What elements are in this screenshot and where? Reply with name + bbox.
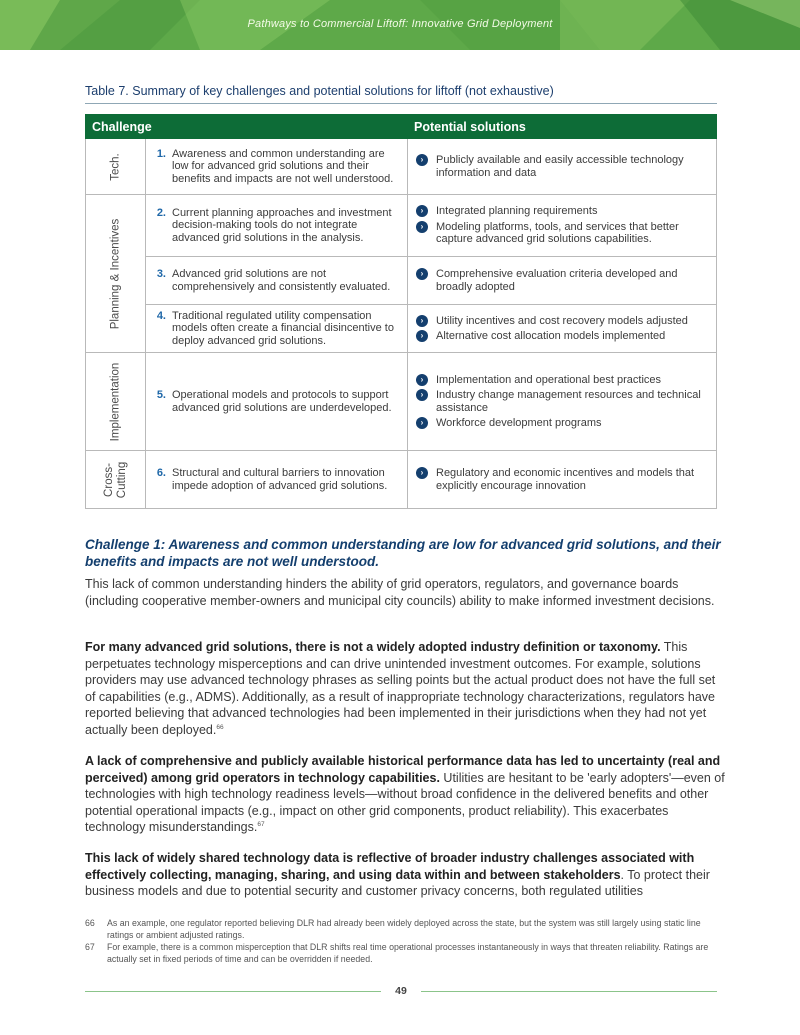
page-footer [85, 985, 717, 999]
table-row [86, 139, 717, 195]
table-row [86, 305, 717, 353]
footnote-text: For example, there is a common misperception that DLR shifts real time operational processes instantaneously in ways that threaten reliability. Ratings are actually set in fixed periods of time and can be overridden if needed. [107, 942, 709, 964]
solution-text: Regulatory and economic incentives and models that explicitly encourage innovation [436, 467, 695, 492]
chevron-right-icon: › [416, 268, 428, 280]
solution-item [416, 315, 710, 328]
challenge-text: Advanced grid solutions are not comprehensively and consistently evaluated. [172, 268, 391, 293]
category-label-implementation: Implementation [109, 362, 121, 441]
chevron-right-icon: › [416, 330, 428, 342]
challenge-text: Structural and cultural barriers to innovation impede adoption of advanced grid solutions. [172, 467, 388, 492]
challenge-cell [146, 305, 408, 353]
solution-text: Comprehensive evaluation criteria developed and broadly adopted [436, 268, 678, 293]
solution-item [416, 389, 710, 414]
paragraph: This lack of common understanding hinders the ability of grid operators, regulators, and governance boards (including cooperative member-owners and municipal city councils) ability to make informed investment decisions. [85, 577, 715, 608]
header-title: Pathways to Commercial Liftoff: Innovative Grid Deployment [247, 18, 553, 30]
table-row [86, 451, 717, 509]
paragraph-text: Utilities are hesitant to be 'early adopters'—even of technologies with high technology readiness levels—without broad confidence in the delivered benefits and other potential operational impacts (e.g., impact on other grid components, product reliability). This exacerbates technology misunderstandings. [85, 770, 725, 834]
challenge-number: 3. [156, 268, 166, 280]
footnotes [85, 918, 725, 966]
paragraph [85, 850, 725, 900]
solution-text: Integrated planning requirements [436, 205, 598, 218]
footnote-text: As an example, one regulator reported believing DLR had already been widely deployed across the state, but the system was still largely using static line ratings or ambient adjusted ratings. [107, 918, 701, 940]
challenge-cell [146, 353, 408, 451]
challenge-cell [146, 195, 408, 257]
solution-item [416, 221, 710, 246]
footnote-ref: 67 [257, 820, 265, 828]
chevron-right-icon: › [416, 205, 428, 217]
table-row [86, 257, 717, 305]
challenge-number: 2. [156, 206, 166, 219]
solutions-cell [408, 195, 717, 257]
solutions-cell [408, 139, 717, 195]
paragraph-lead: For many advanced grid solutions, there is not a widely adopted industry definition or taxonomy. [85, 640, 661, 654]
solution-text: Publicly available and easily accessible technology information and data [436, 154, 684, 179]
solution-item [416, 154, 710, 179]
footnote [85, 918, 725, 941]
footnote-ref: 66 [216, 723, 224, 731]
solution-item [416, 205, 710, 218]
paragraph-text: . To protect their business models and due to potential security and customer privacy concerns, both regulated utilities [85, 867, 710, 898]
challenge-text: Operational models and protocols to support advanced grid solutions are underdeveloped. [172, 389, 392, 414]
column-header-challenge: Challenge [86, 115, 408, 139]
solutions-cell [408, 257, 717, 305]
solution-text: Utility incentives and cost recovery models adjusted [436, 314, 688, 327]
challenge-text: Current planning approaches and investment decision-making tools do not integrate advanced grid solutions in the analysis. [172, 206, 392, 244]
chevron-right-icon: › [416, 315, 428, 327]
solution-text: Workforce development programs [436, 417, 602, 429]
header-banner [0, 0, 800, 50]
category-cell [86, 353, 146, 451]
challenge-text: Traditional regulated utility compensation models often create a financial disincentive to deploy advanced grid solutions. [172, 309, 394, 347]
category-cell [86, 195, 146, 353]
footnote [85, 942, 725, 965]
summary-table [85, 114, 717, 509]
chevron-right-icon: › [416, 154, 428, 166]
category-label-line: Cross- [102, 462, 115, 497]
category-cell [86, 139, 146, 195]
table-row [86, 353, 717, 451]
chevron-right-icon: › [416, 467, 428, 479]
solution-item [416, 417, 710, 430]
solution-text: Industry change management resources and technical assistance [436, 389, 701, 414]
paragraph-lead: A lack of comprehensive and publicly available historical performance data has led to uncertainty (real and perceived) among grid operators in technology capabilities. [85, 754, 721, 785]
chevron-right-icon: › [416, 221, 428, 233]
category-cell [86, 451, 146, 509]
solution-item [416, 268, 710, 293]
chevron-right-icon: › [416, 374, 428, 386]
challenge-number: 6. [156, 467, 166, 479]
category-label-tech: Tech. [109, 152, 121, 181]
footnote-number: 67 [85, 942, 95, 952]
chevron-right-icon: › [416, 389, 428, 401]
solution-text: Implementation and operational best practices [436, 373, 662, 386]
solution-item [416, 467, 710, 492]
solution-text: Alternative cost allocation models implemented [436, 330, 666, 342]
table-caption: Table 7. Summary of key challenges and potential solutions for liftoff (not exhaustive) [85, 84, 717, 104]
paragraph [85, 753, 725, 836]
column-header-solutions: Potential solutions [408, 115, 717, 139]
challenge-number: 4. [156, 309, 166, 322]
solutions-cell [408, 305, 717, 353]
paragraph-text: This perpetuates technology misperceptions and can drive unintended investment outcomes. For example, solutions providers may use advanced technology phrases as selling points but the actual product does not have the full set of capabilities (e.g., ADMS). Additionally, as a result of inappropriate technology characterizations, regulators have reported believing that advanced technologies had been implemented in their jurisdictions when they had not yet actually been deployed. [85, 640, 716, 737]
page-number: 49 [395, 985, 407, 997]
solution-item [416, 330, 710, 343]
solutions-cell [408, 451, 717, 509]
paragraph-lead: This lack of widely shared technology data is reflective of broader industry challenges associated with effectively collecting, managing, sharing, and using data within and between stakeholders [85, 851, 695, 882]
solution-text: Modeling platforms, tools, and services that better capture advanced grid solutions capabilities. [436, 220, 679, 246]
footnote-number: 66 [85, 918, 95, 928]
chevron-right-icon: › [416, 417, 428, 429]
challenge-number: 1. [156, 147, 166, 160]
footer-rule-right [421, 991, 717, 992]
challenge-cell [146, 139, 408, 195]
section-heading: Challenge 1: Awareness and common understanding are low for advanced grid solutions, and their benefits and impacts are not well understood. [85, 537, 721, 569]
solution-item [416, 374, 710, 387]
challenge-number: 5. [156, 389, 166, 401]
challenge-cell [146, 451, 408, 509]
challenge-cell [146, 257, 408, 305]
solutions-cell [408, 353, 717, 451]
table-header-row [86, 115, 717, 139]
category-label-cross-cutting [103, 461, 129, 497]
category-label-planning: Planning & Incentives [109, 218, 121, 329]
challenge-text: Awareness and common understanding are low for advanced grid solutions and their benefits and impacts are not well understood. [172, 147, 394, 185]
category-label-line: Cutting [115, 461, 128, 498]
table-row [86, 195, 717, 257]
paragraph [85, 639, 725, 738]
